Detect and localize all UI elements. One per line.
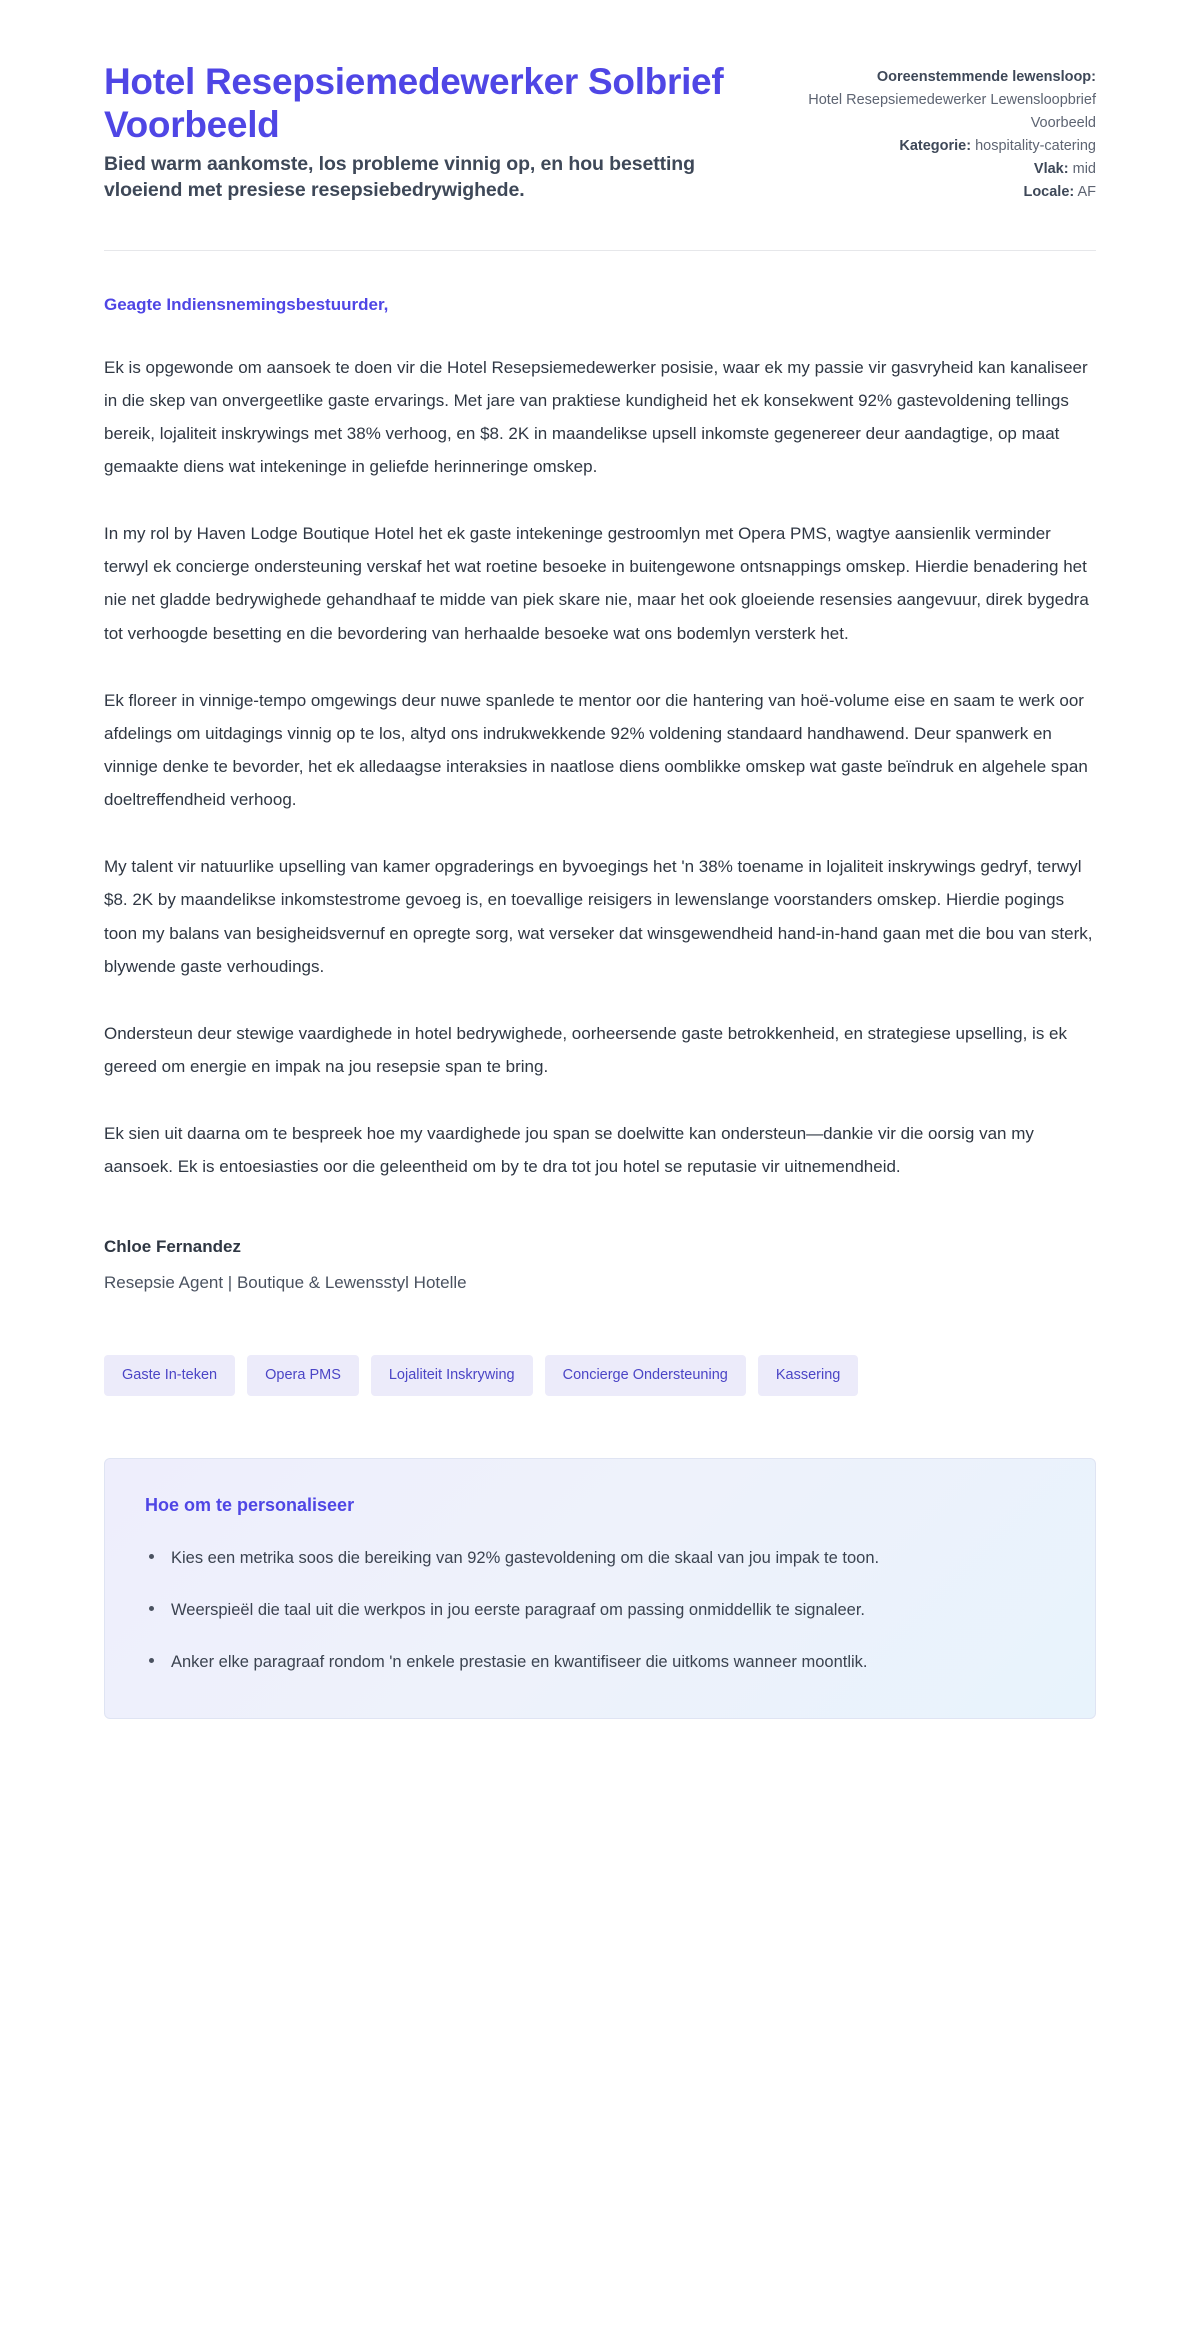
meta-level	[766, 158, 1096, 181]
skill-tag-list	[104, 1355, 1096, 1396]
meta-locale	[766, 181, 1096, 204]
bullet-dot-icon	[149, 1554, 154, 1559]
callout-tip-item	[145, 1542, 1055, 1574]
skill-tag[interactable]: Concierge Ondersteuning	[545, 1355, 746, 1396]
callout-tip-text: Anker elke paragraaf rondom 'n enkele prestasie en kwantifiseer die uitkoms wanneer moontlik.	[171, 1653, 868, 1672]
signature-role: Resepsie Agent | Boutique & Lewensstyl Hotelle	[104, 1273, 467, 1293]
meta-category-value: hospitality-catering	[975, 137, 1096, 154]
letter-signature	[104, 1237, 1096, 1293]
meta-locale-value: AF	[1077, 183, 1096, 200]
page-subtitle: Bied warm aankomste, los probleme vinnig op, en hou besetting vloeiend met presiese resepsiebedrywighede.	[104, 152, 695, 202]
meta-matching-resume-label: Ooreenstemmende lewensloop:	[876, 69, 1096, 85]
callout-tip-list	[145, 1542, 1055, 1679]
letter-paragraph: Ondersteun deur stewige vaardighede in hotel bedrywighede, oorheersende gaste betrokkenheid, en strategiese upselling, is ek gereed om energie en impak na jou resepsie span te bring.	[104, 1023, 1068, 1076]
bullet-dot-icon	[149, 1606, 154, 1611]
meta-category	[766, 135, 1096, 158]
skill-tag[interactable]: Kassering	[758, 1355, 858, 1396]
header-metadata	[766, 52, 1096, 203]
skill-tag[interactable]: Lojaliteit Inskrywing	[371, 1355, 533, 1396]
letter-salutation: Geagte Indiensnemingsbestuurder,	[104, 294, 389, 314]
personalization-callout	[104, 1458, 1096, 1720]
meta-level-label: Vlak:	[1033, 160, 1069, 177]
header-title-block	[104, 52, 726, 204]
skill-tag[interactable]: Opera PMS	[247, 1355, 359, 1396]
signature-name: Chloe Fernandez	[104, 1237, 241, 1257]
callout-tip-item	[145, 1646, 1055, 1678]
meta-matching-resume	[766, 66, 1096, 135]
letter-paragraph: Ek is opgewonde om aansoek te doen vir die Hotel Resepsiemedewerker posisie, waar ek my passie vir gasvryheid kan kanaliseer in die skep van onvergeetlike gaste ervarings. Met jare van praktiese kundigheid het ek konsekwent 92% gastevoldening tellings bereik, lojaliteit inskrywings met 38% verhoog, en $8. 2K in maandelikse upsell inkomste gegenereer deur aandagtige, op maat gemaakte diens wat intekeninge in geliefde herinneringe omskep.	[104, 357, 1088, 477]
meta-locale-label: Locale:	[1023, 183, 1075, 200]
letter-paragraph: In my rol by Haven Lodge Boutique Hotel het ek gaste intekeninge gestroomlyn met Opera PMS, wagtye aansienlik verminder terwyl ek concierge ondersteuning verskaf het wat roetine besoeke in buitengewone ontsnappings omskep. Hierdie benadering het nie net gladde bedrywighede gehandhaaf te midde van piek skare nie, maar het ook gloeiende resensies aangevuur, direk bygedra tot verhoogde besetting en die bevordering van herhaalde besoeke wat ons bodemlyn versterk het.	[104, 524, 1089, 643]
meta-level-value: mid	[1072, 160, 1096, 177]
bullet-dot-icon	[149, 1658, 154, 1663]
meta-category-label: Kategorie:	[899, 137, 972, 154]
cover-letter-body	[104, 251, 1096, 1294]
letter-paragraph: My talent vir natuurlike upselling van kamer opgraderings en byvoegings het 'n 38% toename in lojaliteit inskrywings gedryf, terwyl $8. 2K by maandelikse inkomstestrome gevoeg is, en toevallige reisigers in lewenslange voorstanders omskep. Hierdie pogings toon my balans van besigheidsvernuf en opregte sorg, wat verseker dat winsgewendheid hand-in-hand gaan met die bou van sterk, blywende gaste verhoudings.	[104, 857, 1093, 976]
callout-tip-text: Kies een metrika soos die bereiking van 92% gastevoldening om die skaal van jou impak te toon.	[171, 1548, 880, 1567]
page-title: Hotel Resepsiemedewerker Solbrief Voorbeeld	[104, 61, 724, 146]
meta-matching-resume-value: Hotel Resepsiemedewerker Lewensloopbrief Voorbeeld	[808, 91, 1096, 131]
letter-paragraph: Ek sien uit daarna om te bespreek hoe my vaardighede jou span se doelwitte kan ondersteun—dankie vir die oorsig van my aansoek. Ek is entoesiasties oor die geleentheid om by te dra tot jou hotel se reputasie vir uitnemendheid.	[104, 1124, 1034, 1177]
document-header	[104, 52, 1096, 204]
letter-paragraph: Ek floreer in vinnige-tempo omgewings deur nuwe spanlede te mentor oor die hantering van hoë-volume eise en saam te werk oor afdelings om uitdagings vinnig op te los, altyd ons indrukwekkende 92% voldening standaard handhawend. Deur spanwerk en vinnige denke te bevorder, het ek alledaagse interaksies in naatlose diens oomblikke omskep wat gaste beïndruk en algehele span doeltreffendheid verhoog.	[104, 690, 1088, 810]
callout-title: Hoe om te personaliseer	[145, 1494, 355, 1515]
skill-tag[interactable]: Gaste In-teken	[104, 1355, 235, 1396]
callout-tip-text: Weerspieël die taal uit die werkpos in jou eerste paragraaf om passing onmiddellik te signaleer.	[171, 1601, 865, 1620]
callout-tip-item	[145, 1594, 1055, 1626]
